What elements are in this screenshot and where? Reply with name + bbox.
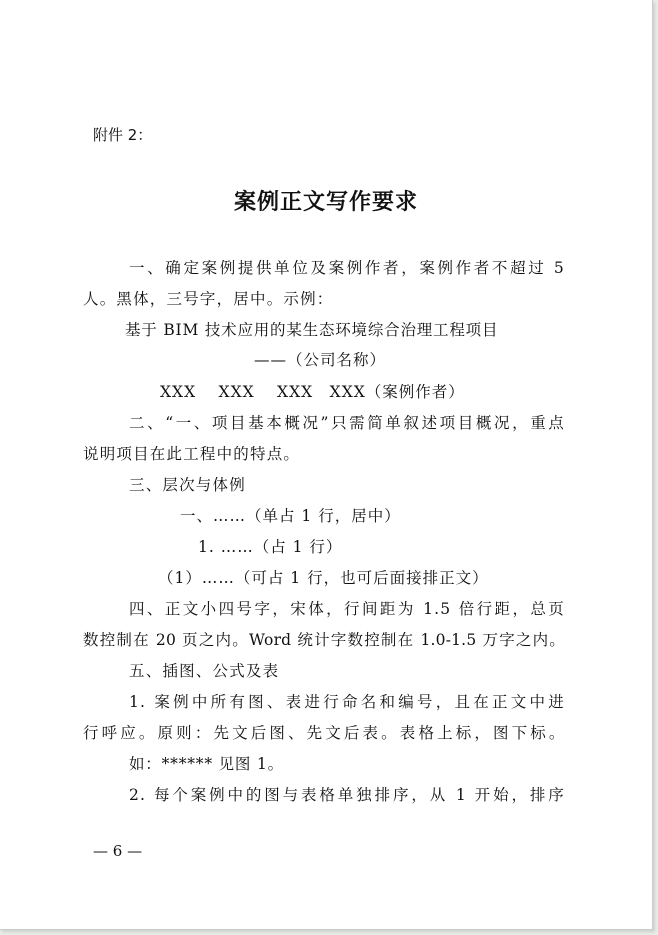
page-number: — 6 — bbox=[93, 842, 143, 860]
level-three-example: （1）……（可占 1 行，也可后面接排正文） bbox=[158, 569, 489, 587]
paragraph-line-13: 数控制在 20 页之内。Word 统计字数控制在 1.0-1.5 万字之内。 bbox=[83, 631, 565, 649]
example-authors: XXX XXX XXX XXX（案例作者） bbox=[160, 383, 465, 401]
example-project-name: 基于 BIM 技术应用的某生态环境综合治理工程项目 bbox=[125, 321, 499, 339]
paragraph-line-18: 2. 每个案例中的图与表格单独排序，从 1 开始，排序 bbox=[129, 786, 565, 804]
section-five-heading: 五、插图、公式及表 bbox=[129, 662, 280, 680]
level-two-example: 1. ……（占 1 行） bbox=[198, 538, 343, 556]
paragraph-line-17: 如：****** 见图 1。 bbox=[129, 755, 284, 773]
paragraph-line-7: 说明项目在此工程中的特点。 bbox=[83, 445, 301, 463]
paragraph-line-2: 人。黑体，三号字，居中。示例： bbox=[83, 290, 334, 308]
paragraph-line-6: 二、“一、项目基本概况”只需简单叙述项目概况，重点 bbox=[129, 414, 565, 432]
document-title: 案例正文写作要求 bbox=[233, 189, 418, 215]
attachment-label: 附件 2： bbox=[93, 126, 153, 144]
paragraph-line-15: 1. 案例中所有图、表进行命名和编号，且在正文中进 bbox=[129, 693, 565, 711]
section-three-heading: 三、层次与体例 bbox=[129, 476, 246, 494]
paragraph-line-12: 四、正文小四号字，宋体，行间距为 1.5 倍行距，总页 bbox=[129, 600, 565, 618]
paragraph-line-16: 行呼应。原则：先文后图、先文后表。表格上标，图下标。 bbox=[83, 724, 565, 742]
paragraph-line-1: 一、确定案例提供单位及案例作者，案例作者不超过 5 bbox=[129, 259, 565, 277]
example-company-name: ——（公司名称） bbox=[254, 351, 387, 369]
level-one-example: 一、……（单占 1 行，居中） bbox=[180, 507, 401, 525]
